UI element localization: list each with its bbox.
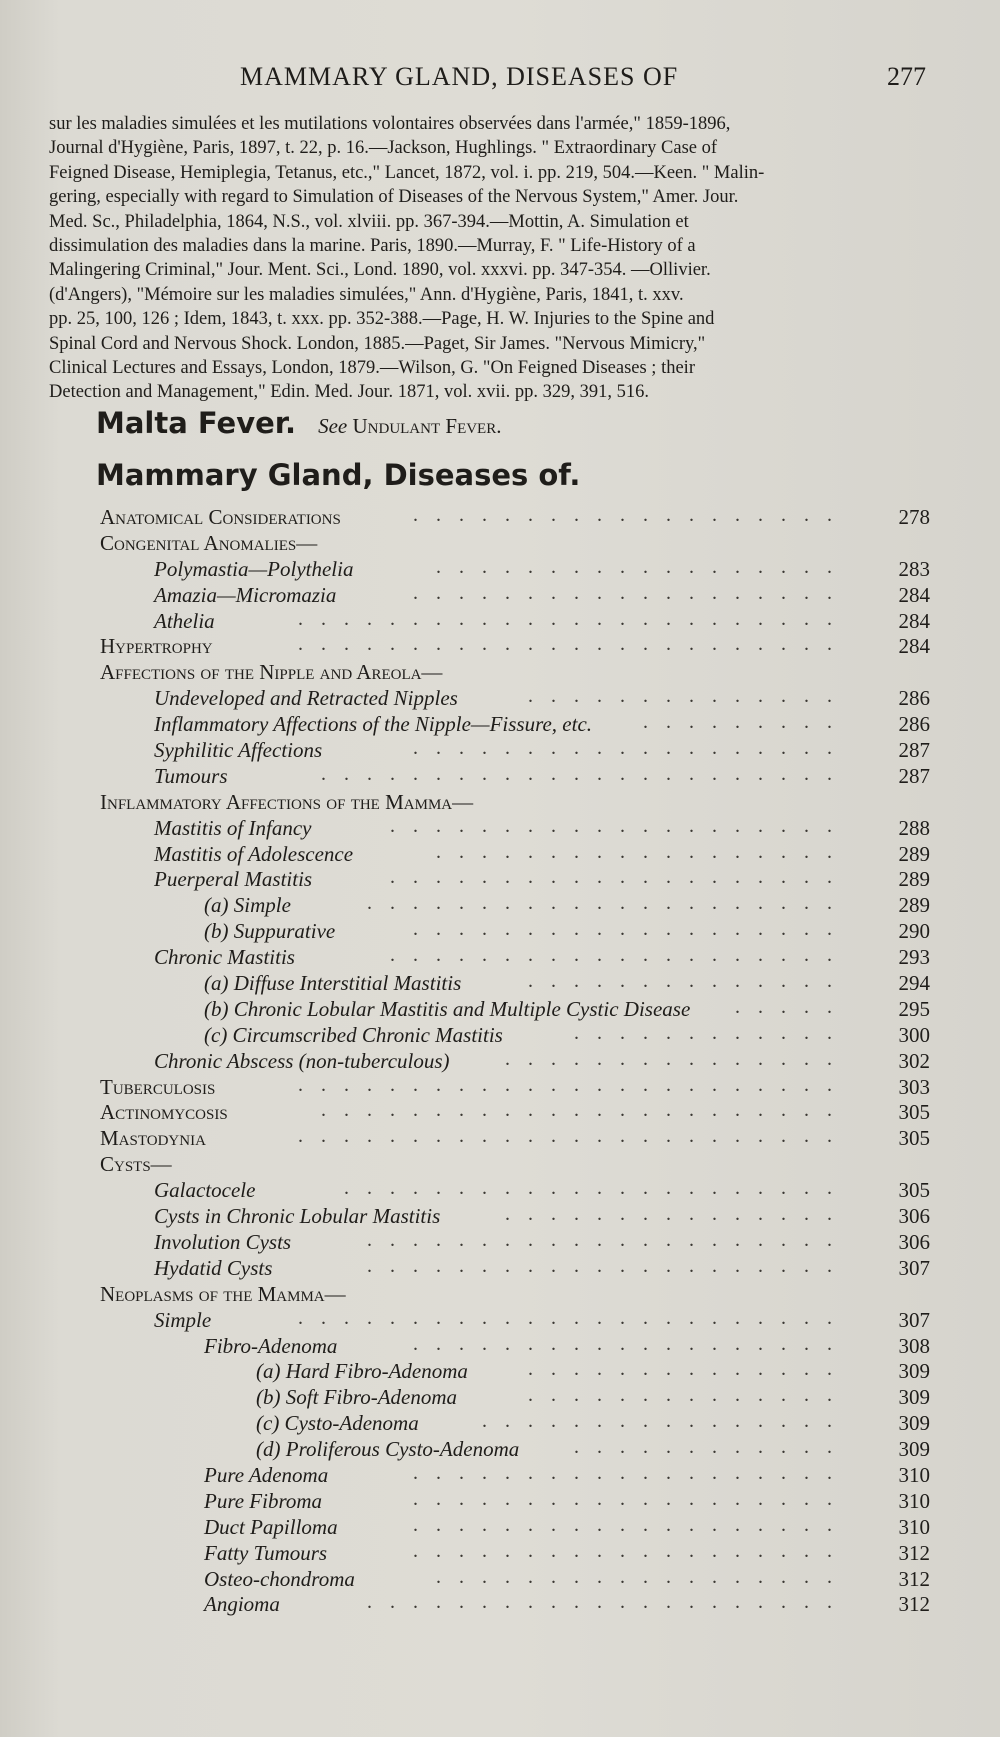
toc-entry-label: (b) Suppurative: [204, 919, 336, 944]
toc-entry-label: Duct Papilloma: [204, 1514, 338, 1539]
toc-entry-label: Polymastia—Polythelia: [154, 556, 354, 581]
toc-entry: [100, 1204, 930, 1230]
leader-dots: ........................: [298, 633, 850, 656]
toc-entry-label: Fibro-Adenoma: [204, 1333, 338, 1358]
toc-entry-label: Involution Cysts: [154, 1229, 292, 1254]
toc-entry-page: 310: [898, 1488, 930, 1513]
leader-dots: ..................: [436, 1565, 850, 1588]
toc-entry: [100, 1515, 930, 1541]
leader-dots: ...................: [413, 504, 850, 526]
toc-entry: [100, 945, 930, 971]
toc-entry-page: 305: [898, 1126, 930, 1151]
toc-entry-page: 306: [898, 1204, 930, 1229]
toc-entry-label: Mastitis of Adolescence: [154, 841, 354, 866]
toc-entry-page: 287: [898, 763, 930, 788]
leader-dots: ........................: [298, 1306, 850, 1329]
toc-entry: [100, 893, 930, 919]
leader-dots: .....................: [367, 1228, 850, 1251]
leader-dots: ...................: [413, 1513, 850, 1536]
see-label: See: [318, 414, 348, 438]
toc-entry-label: (a) Diffuse Interstitial Mastitis: [204, 971, 462, 996]
leader-dots: ...................: [413, 1461, 850, 1484]
leader-dots: .........: [643, 711, 850, 734]
toc-entry-page: 289: [898, 893, 930, 918]
toc-entry-label: Cysts—: [100, 1152, 172, 1177]
leader-dots: ..................: [436, 840, 850, 863]
mammary-gland-heading: [96, 458, 580, 492]
leader-dots: ..............: [528, 1358, 850, 1381]
leader-dots: ...................: [413, 737, 850, 760]
toc-entry-page: 289: [898, 841, 930, 866]
toc-entry-label: Inflammatory Affections of the Nipple—Fissure, etc.: [154, 712, 593, 737]
toc-entry-label: Hypertrophy: [100, 634, 213, 659]
leader-dots: ..............: [528, 685, 850, 708]
toc-entry: [100, 660, 930, 686]
reference-line: (d'Angers), "Mémoire sur les maladies simulées," Ann. d'Hygiène, Paris, 1841, t. xxv.: [49, 284, 684, 305]
toc-entry: [100, 1359, 930, 1385]
toc-entry-label: (d) Proliferous Cysto-Adenoma: [256, 1437, 520, 1462]
reference-line: Med. Sc., Philadelphia, 1864, N.S., vol. xlviii. pp. 367-394.—Mottin, A. Simulation et: [49, 211, 689, 232]
toc-entry-label: Chronic Abscess (non-tuberculous): [154, 1048, 450, 1073]
reference-line: Malingering Criminal," Jour. Ment. Sci., Lond. 1890, vol. xxxvi. pp. 347-354. —Ollivier.: [49, 260, 711, 281]
toc-entry: [100, 1489, 930, 1515]
toc-entry: [100, 686, 930, 712]
toc-entry-label: (b) Chronic Lobular Mastitis and Multiple Cystic Disease: [204, 996, 691, 1021]
toc-entry-page: 288: [898, 815, 930, 840]
mammary-gland-title: Mammary Gland, Diseases of.: [96, 458, 581, 492]
toc-entry-page: 306: [898, 1229, 930, 1254]
toc-entry-page: 310: [898, 1462, 930, 1487]
toc-entry-label: Angioma: [204, 1592, 280, 1617]
toc-entry-page: 305: [898, 1100, 930, 1125]
reference-line: Clinical Lectures and Essays, London, 1879.—Wilson, G. "On Feigned Diseases ; their: [49, 358, 695, 379]
toc-entry-page: 312: [898, 1592, 930, 1617]
toc-entry: [100, 1541, 930, 1567]
toc-entry-label: Osteo-chondroma: [204, 1566, 355, 1591]
toc-entry: [100, 1334, 930, 1360]
leader-dots: ....................: [390, 944, 850, 967]
toc-entry-page: 308: [898, 1333, 930, 1358]
toc-entry-page: 284: [898, 634, 930, 659]
leader-dots: ............: [574, 1021, 850, 1044]
reference-line: pp. 25, 100, 126 ; Idem, 1843, t. xxx. pp. 352-388.—Page, H. W. Injuries to the Spine and: [49, 309, 715, 330]
toc-entry-label: Athelia: [154, 608, 215, 633]
toc-entry-page: 294: [898, 971, 930, 996]
malta-fever-title: Malta Fever.: [96, 406, 296, 440]
toc-entry: [100, 816, 930, 842]
toc-entry-page: 309: [898, 1437, 930, 1462]
toc-entry-label: Mastodynia: [100, 1126, 206, 1151]
leader-dots: ....................: [390, 866, 850, 889]
reference-line: sur les maladies simulées et les mutilations volontaires observées dans l'armée," 1859-1896,: [49, 114, 731, 134]
toc-entry-page: 310: [898, 1514, 930, 1539]
leader-dots: ...................: [413, 1487, 850, 1510]
leader-dots: ........................: [298, 1125, 850, 1148]
toc-entry-page: 309: [898, 1411, 930, 1436]
toc-entry: [100, 557, 930, 583]
toc-entry-page: 307: [898, 1255, 930, 1280]
toc-entry: [100, 1592, 930, 1618]
toc-entry: [100, 919, 930, 945]
toc-entry: [100, 634, 930, 660]
running-title: MAMMARY GLAND, DISEASES OF: [240, 62, 679, 91]
toc-entry-label: Hydatid Cysts: [154, 1255, 273, 1280]
toc-entry: [100, 1282, 930, 1308]
leader-dots: .....................: [367, 1254, 850, 1277]
leader-dots: ..............: [528, 970, 850, 993]
toc-entry-page: 286: [898, 712, 930, 737]
leader-dots: ..................: [436, 555, 850, 578]
leader-dots: ....................: [390, 814, 850, 837]
toc-entry-label: Cysts in Chronic Lobular Mastitis: [154, 1204, 441, 1229]
toc-entry: [100, 712, 930, 738]
toc-entry: [100, 790, 930, 816]
toc-entry: [100, 1178, 930, 1204]
toc-entry-page: 305: [898, 1178, 930, 1203]
toc-entry-label: Tumours: [154, 763, 228, 788]
toc-entry-label: Anatomical Considerations: [100, 505, 341, 529]
toc-entry-label: Mastitis of Infancy: [154, 815, 312, 840]
toc-entry-page: 312: [898, 1540, 930, 1565]
leader-dots: .....................: [367, 892, 850, 915]
toc-entry-page: 309: [898, 1385, 930, 1410]
bibliography-paragraph: [49, 112, 927, 405]
toc-entry-label: Simple: [154, 1307, 212, 1332]
toc-entry-label: Syphilitic Affections: [154, 738, 323, 763]
toc-entry: [100, 1256, 930, 1282]
leader-dots: .....................: [367, 1591, 850, 1614]
toc-entry-label: Chronic Mastitis: [154, 945, 295, 970]
reference-line: gering, especially with regard to Simulation of Diseases of the Nervous System," Amer. Jour.: [49, 187, 739, 208]
toc-entry-page: 307: [898, 1307, 930, 1332]
toc-entry-label: Fatty Tumours: [204, 1540, 328, 1565]
toc-entry-label: (c) Cysto-Adenoma: [256, 1411, 419, 1436]
toc-entry: [100, 1230, 930, 1256]
toc-entry-page: 309: [898, 1359, 930, 1384]
toc-entry-page: 286: [898, 686, 930, 711]
reference-line: Spinal Cord and Nervous Shock. London, 1885.—Paget, Sir James. "Nervous Mimicry,": [49, 333, 706, 354]
toc-entry: [100, 1049, 930, 1075]
toc-entry-label: Neoplasms of the Mamma—: [100, 1281, 346, 1306]
toc-entry-page: 283: [898, 556, 930, 581]
toc-entry: [100, 1437, 930, 1463]
toc-entry: [100, 1100, 930, 1126]
leader-dots: ...............: [505, 1047, 850, 1070]
toc-entry-page: 302: [898, 1048, 930, 1073]
leader-dots: .......................: [321, 762, 850, 785]
toc-entry: [100, 1463, 930, 1489]
toc-entry-page: 312: [898, 1566, 930, 1591]
toc-entry-label: Congenital Anomalies—: [100, 530, 318, 555]
toc-entry-page: 287: [898, 738, 930, 763]
table-of-contents: [100, 505, 930, 1618]
malta-fever-heading: [96, 406, 501, 440]
toc-entry-page: 295: [898, 996, 930, 1021]
toc-entry-label: Amazia—Micromazia: [154, 582, 337, 607]
toc-entry: [100, 505, 930, 531]
toc-entry: [100, 1308, 930, 1334]
toc-entry-label: Affections of the Nipple and Areola—: [100, 660, 443, 685]
toc-entry-label: Actinomycosis: [100, 1100, 228, 1125]
toc-entry: [100, 1126, 930, 1152]
leader-dots: ...............: [505, 1203, 850, 1226]
toc-entry: [100, 531, 930, 557]
toc-entry-label: Undeveloped and Retracted Nipples: [154, 686, 458, 711]
toc-entry-page: 293: [898, 945, 930, 970]
toc-entry-label: Puerperal Mastitis: [154, 867, 313, 892]
leader-dots: ................: [482, 1410, 850, 1433]
leader-dots: ......................: [344, 1177, 850, 1200]
toc-entry-page: 289: [898, 867, 930, 892]
toc-entry-page: 284: [898, 582, 930, 607]
leader-dots: ........................: [298, 607, 850, 630]
toc-entry-page: 284: [898, 608, 930, 633]
leader-dots: .......................: [321, 1099, 850, 1122]
toc-entry-page: 290: [898, 919, 930, 944]
leader-dots: ...................: [413, 918, 850, 941]
toc-entry: [100, 1075, 930, 1101]
leader-dots: ...................: [413, 581, 850, 604]
leader-dots: ...................: [413, 1332, 850, 1355]
toc-entry-page: 300: [898, 1022, 930, 1047]
leader-dots: ...................: [413, 1539, 850, 1562]
toc-entry: [100, 738, 930, 764]
toc-entry-label: (a) Simple: [204, 893, 291, 918]
toc-entry-label: Pure Fibroma: [204, 1488, 323, 1513]
toc-entry-label: Galactocele: [154, 1178, 256, 1203]
toc-entry: [100, 1385, 930, 1411]
reference-line: Journal d'Hygiène, Paris, 1897, t. 22, p. 16.—Jackson, Hughlings. " Extraordinary Case of: [49, 138, 718, 159]
toc-entry-label: Inflammatory Affections of the Mamma—: [100, 789, 474, 814]
toc-entry: [100, 1567, 930, 1593]
leader-dots: ........................: [298, 1073, 850, 1096]
toc-entry-label: (b) Soft Fibro-Adenoma: [256, 1385, 458, 1410]
page-number: 277: [887, 62, 926, 91]
toc-entry: [100, 997, 930, 1023]
toc-entry: [100, 1152, 930, 1178]
toc-entry-label: Pure Adenoma: [204, 1462, 329, 1487]
toc-entry-label: (a) Hard Fibro-Adenoma: [256, 1359, 468, 1384]
toc-entry: [100, 609, 930, 635]
toc-entry: [100, 764, 930, 790]
toc-entry: [100, 1023, 930, 1049]
toc-entry: [100, 842, 930, 868]
toc-entry: [100, 1411, 930, 1437]
see-target: Undulant Fever.: [352, 414, 502, 438]
leader-dots: ............: [574, 1436, 850, 1459]
toc-entry-label: (c) Circumscribed Chronic Mastitis: [204, 1022, 503, 1047]
toc-entry: [100, 971, 930, 997]
reference-line: Detection and Management," Edin. Med. Jour. 1871, vol. xvii. pp. 329, 391, 516.: [49, 382, 649, 403]
toc-entry: [100, 583, 930, 609]
toc-entry-page: 303: [898, 1074, 930, 1099]
reference-line: dissimulation des maladies dans la marine. Paris, 1890.—Murray, F. " Life-History of a: [49, 236, 696, 257]
reference-line: Feigned Disease, Hemiplegia, Tetanus, etc.," Lancet, 1872, vol. i. pp. 219, 504.—Keen. " Malin-: [49, 162, 765, 183]
toc-entry: [100, 867, 930, 893]
running-header: [240, 62, 926, 96]
toc-entry-page: 278: [898, 505, 930, 529]
leader-dots: .....: [735, 995, 850, 1018]
leader-dots: ..............: [528, 1384, 850, 1407]
toc-entry-label: Tuberculosis: [100, 1074, 216, 1099]
